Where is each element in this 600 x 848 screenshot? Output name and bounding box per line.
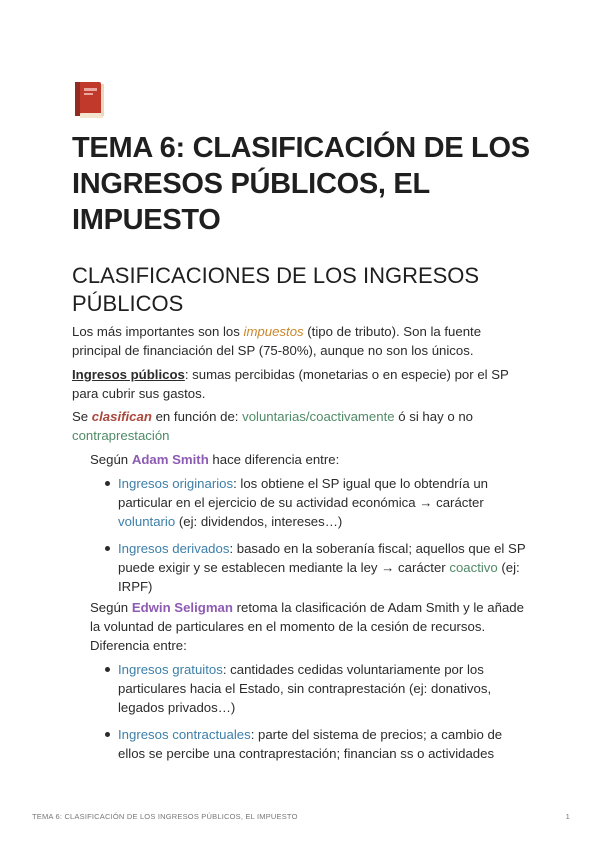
paragraph-ingresos-publicos: Ingresos públicos: sumas percibidas (monetarias o en especie) por el SP para cubrir sus gastos.	[72, 367, 509, 401]
paragraph-impuestos: Los más importantes son los impuestos (tipo de tributo). Son la fuente principal de financiación del SP (75-80%), aunque no son los únicos.	[72, 324, 482, 358]
name-adam-smith: Adam Smith	[131, 452, 209, 467]
term-ingresos-contractuales: Ingresos contractuales	[118, 727, 251, 742]
highlight-voluntarias: voluntarias/coactivamente	[242, 409, 395, 424]
term-ingresos-derivados: Ingresos derivados	[118, 541, 230, 556]
name-edwin-seligman: Edwin Seligman	[131, 600, 233, 615]
smith-list	[118, 474, 530, 596]
highlight-contraprestacion: contraprestación	[72, 428, 170, 443]
bullet-icon	[105, 481, 110, 486]
bullet-icon	[105, 667, 110, 672]
term-ingresos-originarios: Ingresos originarios	[118, 476, 234, 491]
footer-title: TEMA 6: CLASIFICACIÓN DE LOS INGRESOS PÚBLICOS, EL IMPUESTO	[32, 812, 298, 821]
highlight-voluntario: voluntario	[118, 514, 176, 529]
document-title: TEMA 6: CLASIFICACIÓN DE LOS INGRESOS PÚBLICOS, EL IMPUESTO	[72, 132, 530, 236]
paragraph-clasifican: Se clasifican en función de: voluntarias/coactivamente ó si hay o no contraprestación	[72, 409, 474, 443]
list-item: Ingresos contractuales: parte del sistema de precios; a cambio de ellos se percibe una contraprestación; financian ss o actividades	[118, 725, 530, 763]
list-item: Ingresos derivados: basado en la soberanía fiscal; aquellos que el SP puede exigir y se establecen mediante la ley → carácter coactivo (ej: IRPF)	[118, 539, 530, 596]
highlight-clasifican: clasifican	[91, 409, 152, 424]
page-footer	[32, 812, 570, 821]
red-book-icon	[72, 80, 108, 120]
highlight-impuestos: impuestos	[243, 324, 304, 339]
bullet-icon	[105, 546, 110, 551]
section-title: CLASIFICACIONES DE LOS INGRESOS PÚBLICOS	[72, 263, 480, 316]
term-ingresos-gratuitos: Ingresos gratuitos	[118, 662, 223, 677]
list-item: Ingresos gratuitos: cantidades cedidas voluntariamente por los particulares hacia el Estado, sin contraprestación (ej: donativos, legados privados…)	[118, 660, 530, 717]
page-number: 1	[565, 812, 570, 821]
paragraph-adam-smith: Según Adam Smith hace diferencia entre:	[90, 452, 340, 467]
paragraph-seligman: Según Edwin Seligman retoma la clasificación de Adam Smith y le añade la voluntad de particulares en el momento de la cesión de recursos. Diferencia entre:	[90, 600, 524, 653]
bullet-icon	[105, 732, 110, 737]
seligman-list	[118, 660, 530, 763]
highlight-coactivo: coactivo	[449, 560, 498, 575]
list-item: Ingresos originarios: los obtiene el SP igual que lo obtendría un particular en el ejercicio de su actividad económica → carácter voluntario (ej: dividendos, intereses…)	[118, 474, 530, 531]
term-ingresos-publicos: Ingresos públicos	[72, 367, 185, 382]
